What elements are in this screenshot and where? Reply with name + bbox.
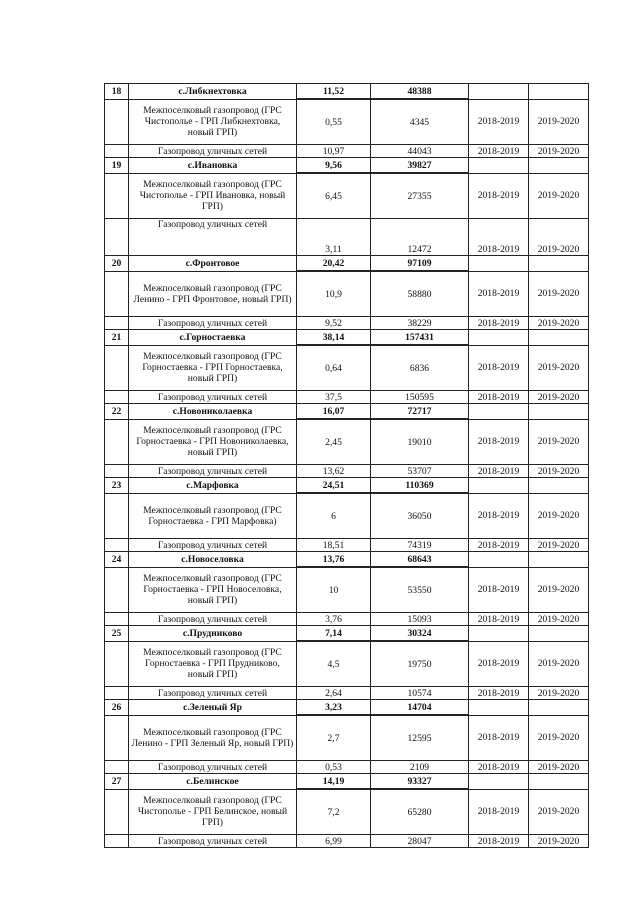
street-network-row	[105, 391, 589, 404]
design-period: 2018-2019	[469, 539, 529, 552]
segment-description: Межпоселковый газопровод (ГРС Ленино - ГРП Фронтовое, новый ГРП)	[129, 271, 297, 317]
row-number-cell	[105, 835, 129, 848]
construction-period: 2019-2020	[529, 271, 589, 317]
settlement-name: с.Новоселовка	[129, 552, 297, 568]
segment-length: 6,99	[297, 835, 371, 848]
design-period: 2018-2019	[469, 99, 529, 145]
settlement-number: 18	[105, 84, 129, 100]
segment-cost: 36050	[371, 493, 469, 539]
row-number-cell	[105, 271, 129, 317]
settlement-row	[105, 626, 589, 642]
settlement-cost: 14704	[371, 700, 469, 716]
row-number-cell	[105, 219, 129, 256]
construction-period: 2019-2020	[529, 465, 589, 478]
street-network-row	[105, 835, 589, 848]
construction-period: 2019-2020	[529, 789, 589, 835]
segment-length: 3,76	[297, 613, 371, 626]
segment-length: 2,7	[297, 715, 371, 761]
settlement-number: 24	[105, 552, 129, 568]
settlement-number: 23	[105, 478, 129, 494]
segment-cost: 38229	[371, 317, 469, 330]
pipeline-segment-row	[105, 271, 589, 317]
row-number-cell	[105, 539, 129, 552]
pipeline-segment-row	[105, 99, 589, 145]
construction-period: 2019-2020	[529, 715, 589, 761]
segment-length: 0,55	[297, 99, 371, 145]
row-number-cell	[105, 345, 129, 391]
segment-cost: 44043	[371, 145, 469, 158]
construction-period: 2019-2020	[529, 493, 589, 539]
table-body	[105, 84, 589, 848]
pipeline-segment-row	[105, 641, 589, 687]
settlement-number: 22	[105, 404, 129, 420]
segment-cost: 6836	[371, 345, 469, 391]
settlement-length: 7,14	[297, 626, 371, 642]
settlement-name: с.Белинское	[129, 774, 297, 790]
settlement-row	[105, 256, 589, 272]
design-period: 2018-2019	[469, 641, 529, 687]
row-number-cell	[105, 173, 129, 219]
segment-description: Межпоселковый газопровод (ГРС Горностаевка - ГРП Горностаевка, новый ГРП)	[129, 345, 297, 391]
settlement-period-2	[529, 478, 589, 494]
construction-period: 2019-2020	[529, 173, 589, 219]
segment-length: 2,64	[297, 687, 371, 700]
settlement-name: с.Либкнехтовка	[129, 84, 297, 100]
row-number-cell	[105, 99, 129, 145]
settlement-row	[105, 552, 589, 568]
segment-length: 10	[297, 567, 371, 613]
segment-cost: 19010	[371, 419, 469, 465]
segment-description: Газопровод уличных сетей	[129, 465, 297, 478]
construction-period: 2019-2020	[529, 567, 589, 613]
settlement-number: 26	[105, 700, 129, 716]
settlement-length: 13,76	[297, 552, 371, 568]
segment-description: Газопровод уличных сетей	[129, 835, 297, 848]
segment-length: 9,52	[297, 317, 371, 330]
settlement-name: с.Марфовка	[129, 478, 297, 494]
settlement-period-1	[469, 774, 529, 790]
segment-cost: 4345	[371, 99, 469, 145]
design-period: 2018-2019	[469, 493, 529, 539]
row-number-cell	[105, 715, 129, 761]
construction-period: 2019-2020	[529, 613, 589, 626]
settlement-period-1	[469, 330, 529, 346]
design-period: 2018-2019	[469, 419, 529, 465]
row-number-cell	[105, 613, 129, 626]
settlement-length: 9,56	[297, 158, 371, 174]
segment-length: 2,45	[297, 419, 371, 465]
segment-cost: 15093	[371, 613, 469, 626]
pipeline-segment-row	[105, 345, 589, 391]
pipeline-segment-row	[105, 419, 589, 465]
segment-length: 18,51	[297, 539, 371, 552]
street-network-row	[105, 539, 589, 552]
settlement-cost: 93327	[371, 774, 469, 790]
settlement-period-2	[529, 626, 589, 642]
settlement-period-2	[529, 158, 589, 174]
settlement-period-1	[469, 700, 529, 716]
design-period: 2018-2019	[469, 761, 529, 774]
row-number-cell	[105, 465, 129, 478]
segment-cost: 12472	[371, 219, 469, 256]
row-number-cell	[105, 687, 129, 700]
pipeline-segment-row	[105, 173, 589, 219]
segment-cost: 58880	[371, 271, 469, 317]
segment-length: 0,64	[297, 345, 371, 391]
construction-period: 2019-2020	[529, 835, 589, 848]
settlement-row	[105, 330, 589, 346]
settlement-period-1	[469, 256, 529, 272]
construction-period: 2019-2020	[529, 99, 589, 145]
settlement-period-1	[469, 626, 529, 642]
row-number-cell	[105, 317, 129, 330]
settlement-name: с.Фронтовое	[129, 256, 297, 272]
segment-length: 7,2	[297, 789, 371, 835]
construction-period: 2019-2020	[529, 345, 589, 391]
settlement-row	[105, 700, 589, 716]
settlement-row	[105, 158, 589, 174]
street-network-row	[105, 761, 589, 774]
segment-description: Газопровод уличных сетей	[129, 687, 297, 700]
segment-length: 3,11	[297, 219, 371, 256]
settlement-name: с.Новониколаевка	[129, 404, 297, 420]
segment-length: 4,5	[297, 641, 371, 687]
design-period: 2018-2019	[469, 317, 529, 330]
pipeline-segment-row	[105, 567, 589, 613]
construction-period: 2019-2020	[529, 539, 589, 552]
street-network-row	[105, 687, 589, 700]
settlement-cost: 157431	[371, 330, 469, 346]
settlement-period-2	[529, 330, 589, 346]
settlement-name: с.Горностаевка	[129, 330, 297, 346]
settlement-name: с.Зеленый Яр	[129, 700, 297, 716]
settlement-cost: 97109	[371, 256, 469, 272]
segment-description: Межпоселковый газопровод (ГРС Горностаевка - ГРП Марфовка)	[129, 493, 297, 539]
row-number-cell	[105, 419, 129, 465]
pipeline-segment-row	[105, 493, 589, 539]
settlement-period-2	[529, 256, 589, 272]
settlement-length: 11,52	[297, 84, 371, 100]
construction-period: 2019-2020	[529, 219, 589, 256]
row-number-cell	[105, 145, 129, 158]
settlement-length: 16,07	[297, 404, 371, 420]
settlement-number: 27	[105, 774, 129, 790]
design-period: 2018-2019	[469, 173, 529, 219]
segment-cost: 150595	[371, 391, 469, 404]
construction-period: 2019-2020	[529, 317, 589, 330]
construction-period: 2019-2020	[529, 761, 589, 774]
settlement-number: 19	[105, 158, 129, 174]
segment-cost: 27355	[371, 173, 469, 219]
segment-length: 0,53	[297, 761, 371, 774]
design-period: 2018-2019	[469, 219, 529, 256]
settlement-number: 25	[105, 626, 129, 642]
segment-length: 13,62	[297, 465, 371, 478]
gas-pipeline-table	[104, 83, 589, 848]
row-number-cell	[105, 493, 129, 539]
segment-cost: 12595	[371, 715, 469, 761]
segment-cost: 53707	[371, 465, 469, 478]
segment-description: Межпоселковый газопровод (ГРС Чистополье - ГРП Либкнехтовка, новый ГРП)	[129, 99, 297, 145]
segment-cost: 19750	[371, 641, 469, 687]
settlement-length: 14,19	[297, 774, 371, 790]
settlement-number: 21	[105, 330, 129, 346]
settlement-cost: 110369	[371, 478, 469, 494]
segment-description: Межпоселковый газопровод (ГРС Горностаевка - ГРП Новониколаевка, новый ГРП)	[129, 419, 297, 465]
segment-description: Межпоселковый газопровод (ГРС Горностаевка - ГРП Новоселовка, новый ГРП)	[129, 567, 297, 613]
row-number-cell	[105, 641, 129, 687]
construction-period: 2019-2020	[529, 687, 589, 700]
segment-description: Газопровод уличных сетей	[129, 761, 297, 774]
settlement-row	[105, 774, 589, 790]
segment-description: Газопровод уличных сетей	[129, 539, 297, 552]
settlement-cost: 68643	[371, 552, 469, 568]
settlement-period-1	[469, 158, 529, 174]
segment-description: Межпоселковый газопровод (ГРС Ленино - ГРП Зеленый Яр, новый ГРП)	[129, 715, 297, 761]
design-period: 2018-2019	[469, 613, 529, 626]
design-period: 2018-2019	[469, 465, 529, 478]
design-period: 2018-2019	[469, 835, 529, 848]
design-period: 2018-2019	[469, 271, 529, 317]
settlement-row	[105, 478, 589, 494]
segment-length: 6,45	[297, 173, 371, 219]
design-period: 2018-2019	[469, 789, 529, 835]
segment-length: 37,5	[297, 391, 371, 404]
settlement-period-1	[469, 478, 529, 494]
settlement-length: 3,23	[297, 700, 371, 716]
row-number-cell	[105, 761, 129, 774]
settlement-period-2	[529, 404, 589, 420]
row-number-cell	[105, 567, 129, 613]
settlement-period-2	[529, 700, 589, 716]
street-network-row	[105, 465, 589, 478]
settlement-length: 24,51	[297, 478, 371, 494]
street-network-row	[105, 219, 589, 256]
design-period: 2018-2019	[469, 145, 529, 158]
construction-period: 2019-2020	[529, 419, 589, 465]
row-number-cell	[105, 391, 129, 404]
settlement-period-1	[469, 552, 529, 568]
design-period: 2018-2019	[469, 567, 529, 613]
settlement-period-2	[529, 774, 589, 790]
segment-cost: 10574	[371, 687, 469, 700]
pipeline-segment-row	[105, 789, 589, 835]
design-period: 2018-2019	[469, 687, 529, 700]
settlement-cost: 39827	[371, 158, 469, 174]
settlement-number: 20	[105, 256, 129, 272]
street-network-row	[105, 613, 589, 626]
construction-period: 2019-2020	[529, 145, 589, 158]
settlement-row	[105, 404, 589, 420]
segment-cost: 53550	[371, 567, 469, 613]
segment-cost: 65280	[371, 789, 469, 835]
settlement-cost: 30324	[371, 626, 469, 642]
row-number-cell	[105, 789, 129, 835]
segment-cost: 74319	[371, 539, 469, 552]
settlement-cost: 72717	[371, 404, 469, 420]
settlement-cost: 48388	[371, 84, 469, 100]
settlement-length: 20,42	[297, 256, 371, 272]
construction-period: 2019-2020	[529, 641, 589, 687]
design-period: 2018-2019	[469, 391, 529, 404]
segment-description: Газопровод уличных сетей	[129, 391, 297, 404]
settlement-name: с.Ивановка	[129, 158, 297, 174]
segment-length: 6	[297, 493, 371, 539]
segment-cost: 2109	[371, 761, 469, 774]
settlement-period-2	[529, 84, 589, 100]
segment-description: Газопровод уличных сетей	[129, 317, 297, 330]
settlement-row	[105, 84, 589, 100]
street-network-row	[105, 317, 589, 330]
settlement-period-2	[529, 552, 589, 568]
settlement-name: с.Прудниково	[129, 626, 297, 642]
settlement-period-1	[469, 84, 529, 100]
construction-period: 2019-2020	[529, 391, 589, 404]
segment-cost: 28047	[371, 835, 469, 848]
segment-description: Газопровод уличных сетей	[129, 145, 297, 158]
segment-description: Газопровод уличных сетей	[129, 613, 297, 626]
street-network-row	[105, 145, 589, 158]
design-period: 2018-2019	[469, 715, 529, 761]
segment-description: Межпоселковый газопровод (ГРС Горностаевка - ГРП Прудниково, новый ГРП)	[129, 641, 297, 687]
segment-description: Межпоселковый газопровод (ГРС Чистополье - ГРП Белинское, новый ГРП)	[129, 789, 297, 835]
segment-description: Межпоселковый газопровод (ГРС Чистополье - ГРП Ивановка, новый ГРП)	[129, 173, 297, 219]
settlement-length: 38,14	[297, 330, 371, 346]
segment-description: Газопровод уличных сетей	[129, 219, 297, 256]
settlement-period-1	[469, 404, 529, 420]
segment-length: 10,97	[297, 145, 371, 158]
design-period: 2018-2019	[469, 345, 529, 391]
pipeline-segment-row	[105, 715, 589, 761]
segment-length: 10,9	[297, 271, 371, 317]
